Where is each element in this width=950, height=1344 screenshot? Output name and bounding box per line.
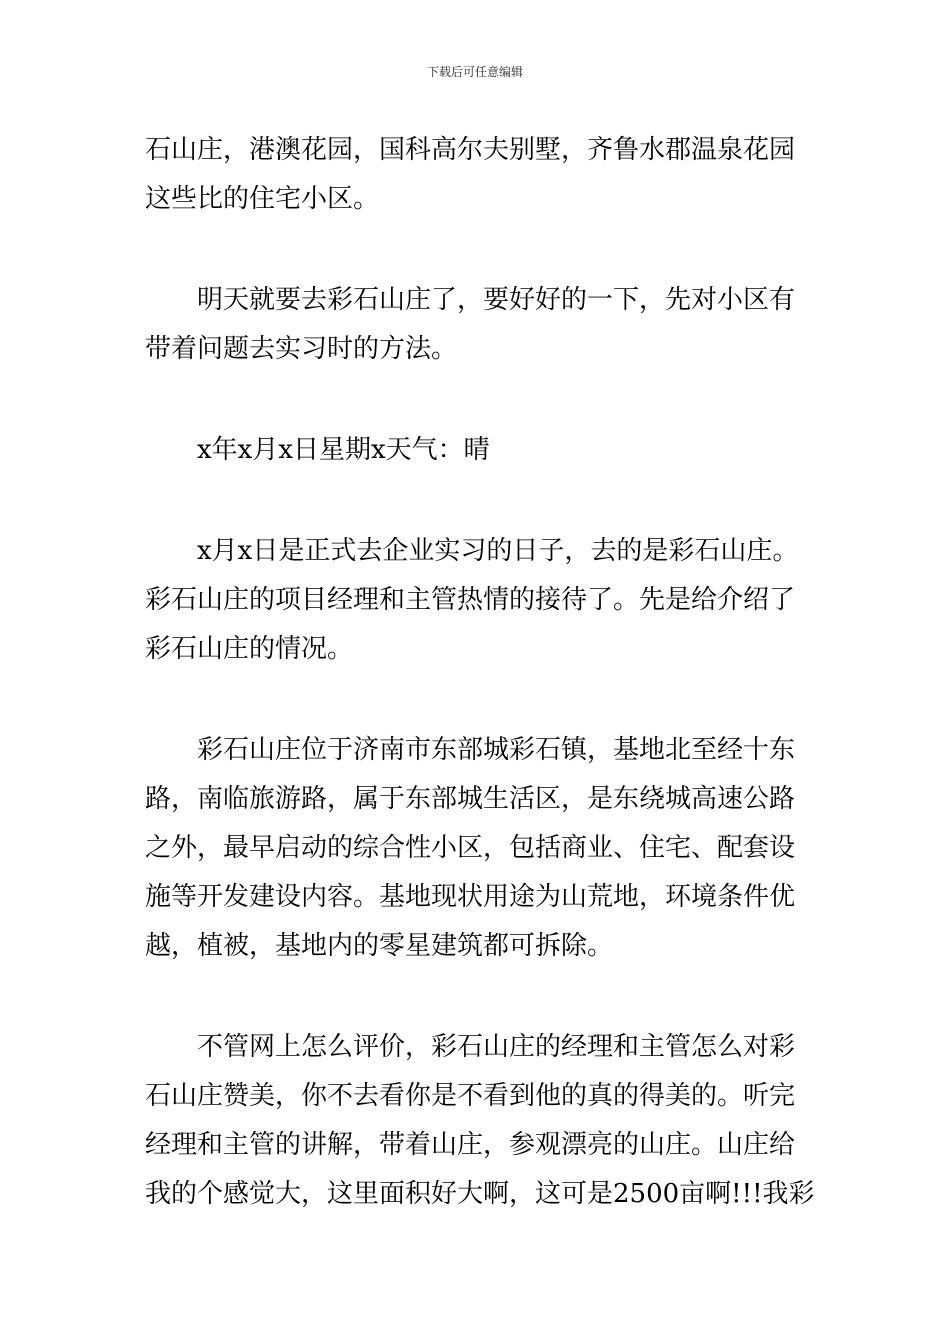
text-line: 之外，最早启动的综合性小区，包括商业、住宅、配套设 <box>145 833 796 863</box>
paragraph-gap <box>145 224 810 276</box>
text-line: 彩石山庄的情况。 <box>145 634 354 664</box>
text-line: x月x日是正式去企业实习的日子，去的是彩石山庄。 <box>197 536 799 566</box>
paragraph <box>145 126 810 224</box>
paragraph <box>145 1023 815 1219</box>
paragraph <box>145 527 810 674</box>
document-body <box>145 126 815 1219</box>
paragraph-gap <box>145 475 810 527</box>
text-line: x年x月x日星期x天气：晴 <box>197 435 490 465</box>
text-line: 不管网上怎么评价，彩石山庄的经理和主管怎么对彩 <box>197 1032 796 1062</box>
paragraph-gap <box>145 674 810 726</box>
text-line: 彩石山庄的项目经理和主管热情的接待了。先是给介绍了 <box>145 585 796 615</box>
text-line: 路，南临旅游路，属于东部城生活区，是东绕城高速公路 <box>145 784 796 814</box>
text-line: 这些比的住宅小区。 <box>145 184 380 214</box>
paragraph <box>145 426 810 475</box>
text-line: 施等开发建设内容。基地现状用途为山荒地，环境条件优 <box>145 882 796 912</box>
text-line: 带着问题去实习时的方法。 <box>145 334 458 364</box>
paragraph-gap <box>145 971 810 1023</box>
text-line: 彩石山庄位于济南市东部城彩石镇，基地北至经十东 <box>197 735 796 765</box>
text-line: 我的个感觉大，这里面积好大啊，这可是2500亩啊!!!我彩 <box>145 1179 815 1209</box>
page-header: 下载后可任意编辑 <box>426 65 523 79</box>
paragraph-gap <box>145 374 810 426</box>
paragraph <box>145 726 810 971</box>
text-line: 石山庄赞美，你不去看你是不看到他的真的得美的。听完 <box>145 1081 796 1111</box>
text-line: 越，植被，基地内的零星建筑都可拆除。 <box>145 931 614 961</box>
text-line: 经理和主管的讲解，带着山庄，参观漂亮的山庄。山庄给 <box>145 1130 796 1160</box>
text-line: 明天就要去彩石山庄了，要好好的一下，先对小区有 <box>197 285 796 315</box>
paragraph <box>145 276 810 374</box>
text-line: 石山庄，港澳花园，国科高尔夫别墅，齐鲁水郡温泉花园 <box>145 135 796 165</box>
